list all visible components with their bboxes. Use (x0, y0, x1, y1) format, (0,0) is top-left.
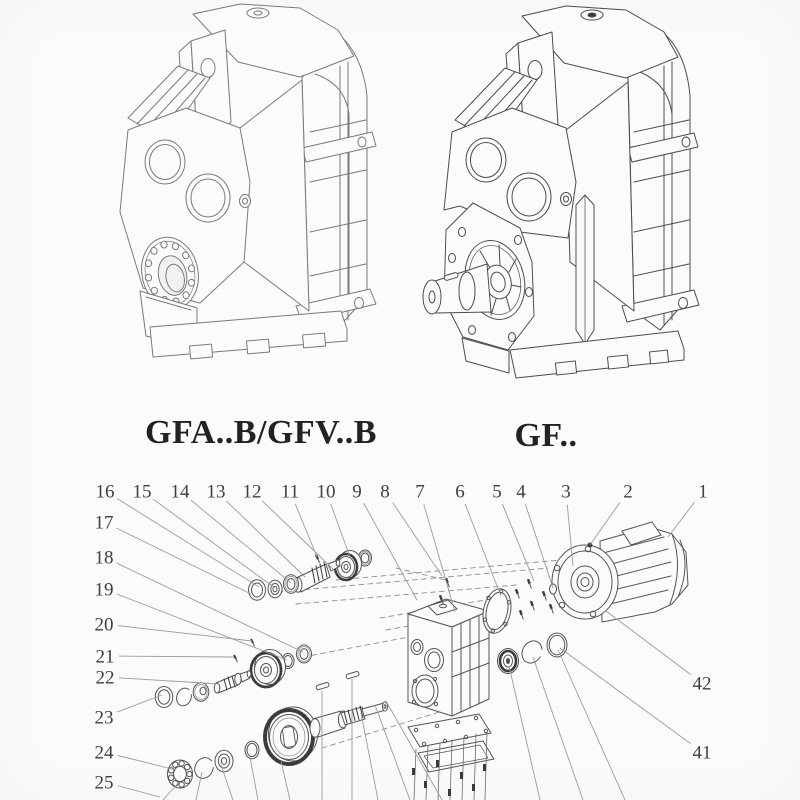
callout-label-23: 23 (94, 707, 114, 729)
cut-leader-line (221, 765, 233, 800)
callout-label-21: 21 (95, 646, 115, 668)
callout-label-9: 9 (352, 481, 362, 503)
model-caption-left: GFA..B/GFV..B (145, 414, 377, 451)
callout-label-1: 1 (698, 481, 708, 503)
leader-line-7 (424, 504, 455, 612)
callout-label-41: 41 (692, 742, 712, 764)
cut-leader-line (386, 701, 442, 800)
leader-line-2 (590, 502, 620, 545)
leader-line-1 (668, 502, 695, 537)
callout-label-17: 17 (94, 512, 114, 534)
model-caption-right: GF.. (514, 417, 578, 454)
leader-line-24 (118, 755, 176, 770)
leader-line-18 (117, 563, 303, 652)
leader-line-11 (295, 504, 317, 557)
leader-line-10 (331, 504, 350, 557)
callout-label-19: 19 (94, 579, 114, 601)
cut-leader-line (250, 757, 258, 800)
callout-label-7: 7 (415, 481, 425, 503)
callout-label-18: 18 (94, 547, 114, 569)
leader-line-12 (262, 501, 333, 569)
leader-line-17 (117, 528, 251, 594)
leader-line-23 (117, 695, 162, 712)
cut-leader-line (509, 666, 540, 800)
leader-line-9 (364, 503, 417, 600)
callout-label-15: 15 (132, 481, 152, 503)
callout-label-5: 5 (492, 481, 502, 503)
callout-label-16: 16 (95, 481, 115, 503)
callout-label-4: 4 (516, 481, 526, 503)
leader-line-14 (191, 500, 291, 583)
cut-leader-line (558, 650, 625, 800)
callout-label-10: 10 (316, 481, 336, 503)
callout-label-11: 11 (280, 481, 300, 503)
callout-label-6: 6 (455, 481, 465, 503)
leader-line-3 (567, 505, 573, 566)
leader-line-8 (393, 503, 442, 576)
cut-leader-line (281, 761, 290, 800)
cut-leader-line (361, 713, 378, 800)
cut-leader-line (196, 772, 202, 800)
callout-label-2: 2 (623, 481, 633, 503)
callout-label-20: 20 (94, 614, 114, 636)
leader-line-15 (153, 499, 275, 588)
leader-line-20 (118, 626, 252, 641)
leader-line-6 (465, 504, 501, 596)
leader-line-4 (525, 504, 553, 588)
callout-label-12: 12 (242, 481, 262, 503)
leader-line-41 (560, 648, 691, 744)
leader-line-22 (119, 678, 219, 684)
callout-label-13: 13 (206, 481, 226, 503)
leader-line-21 (119, 656, 234, 657)
callout-label-25: 25 (94, 772, 114, 794)
cut-leader-line (375, 705, 410, 800)
callout-label-3: 3 (561, 481, 571, 503)
callout-label-24: 24 (94, 742, 114, 764)
callout-label-8: 8 (380, 481, 390, 503)
cut-leader-line (163, 782, 179, 800)
cut-leader-line (533, 657, 583, 800)
callout-label-42: 42 (692, 673, 712, 695)
leader-line-42 (606, 611, 691, 675)
callout-label-22: 22 (95, 667, 115, 689)
callout-label-14: 14 (170, 481, 190, 503)
leader-line-25 (118, 786, 160, 797)
